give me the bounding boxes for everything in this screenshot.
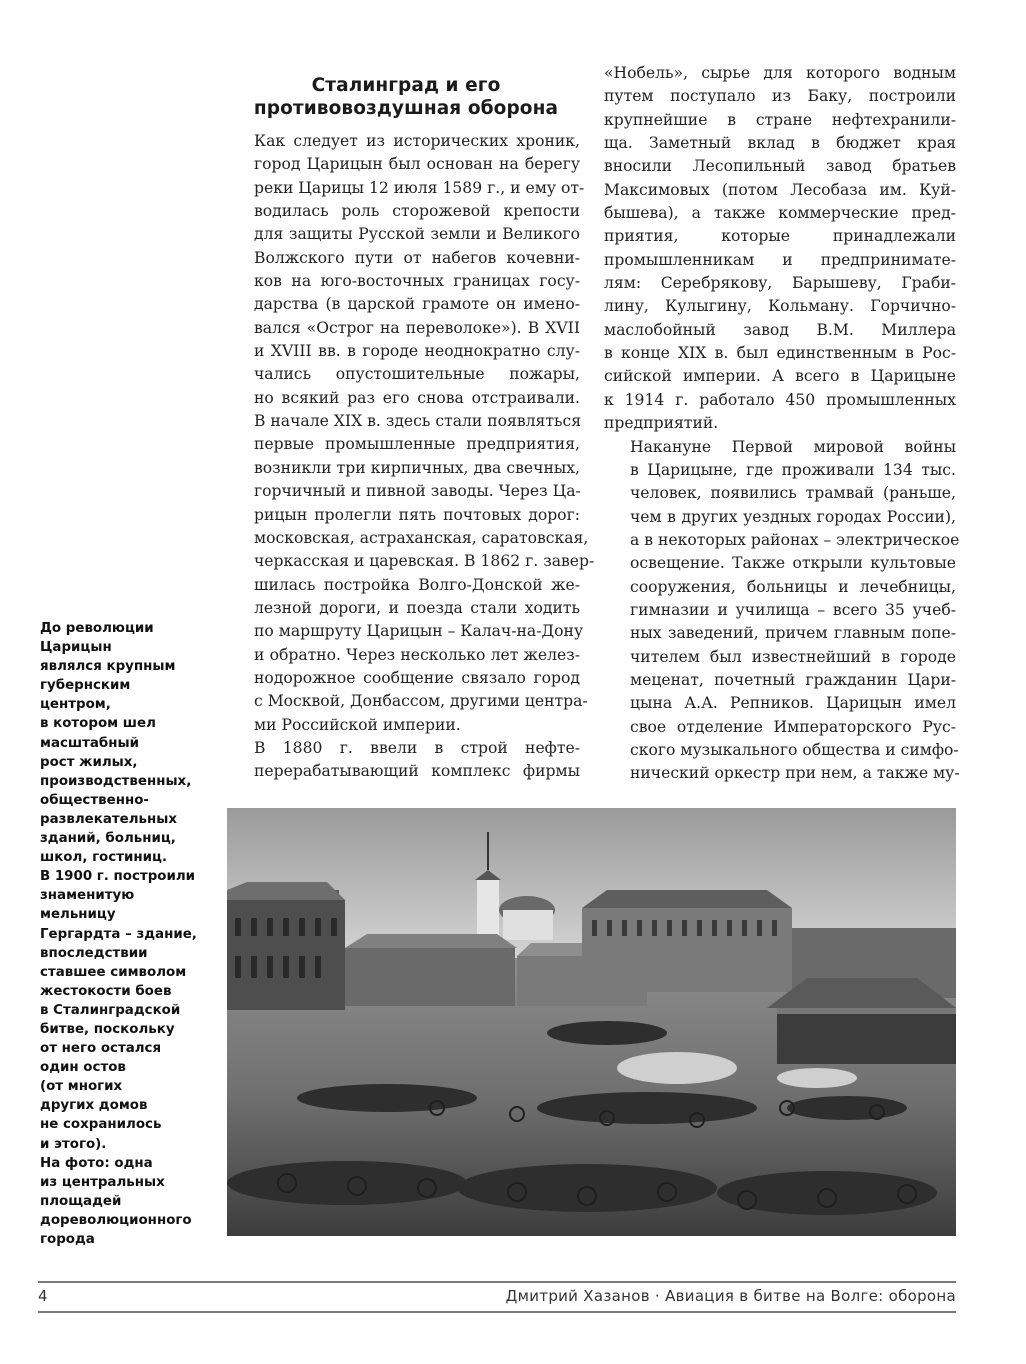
text-line: возникли три кирпичных, два свечных, [254, 458, 580, 477]
text-line: по маршруту Царицын – Калач-на-Дону [254, 622, 584, 641]
photo-caption [40, 619, 215, 1249]
text-line: чителем был известнейший в городе [630, 647, 956, 666]
caption-line: от него остался [40, 1041, 162, 1057]
caption-line: жестокости боев [40, 983, 172, 999]
text-line: ных заведений, причем главным попе- [630, 624, 956, 643]
caption-line: мельницу [40, 907, 116, 923]
caption-line: знаменитую [40, 888, 135, 904]
right-text-column [604, 62, 960, 786]
running-title: Дмитрий Хазанов · Авиация в битве на Волге: оборона [505, 1287, 956, 1305]
footer-top-divider [38, 1281, 956, 1283]
text-line: приятия, которые принадлежали [604, 227, 956, 246]
text-line: водилась роль сторожевой крепости [254, 202, 580, 221]
text-line: к 1914 г. работало 450 промышленных [604, 390, 956, 409]
caption-line: других домов [40, 1098, 148, 1114]
page-number: 4 [38, 1287, 48, 1305]
text-line: для защиты Русской земли и Великого [254, 225, 580, 244]
caption-line: рост жилых, [40, 754, 138, 770]
caption-line: из центральных [40, 1174, 165, 1190]
title-line: Сталинград и его [311, 75, 501, 97]
text-line: рицын пролегли пять почтовых дорог: [254, 505, 580, 524]
text-line: шилась постройка Волго-Донской же- [254, 575, 580, 594]
text-line: Волжского пути от набегов кочевни- [254, 248, 580, 267]
text-line: перерабатывающий комплекс фирмы [254, 762, 580, 781]
text-line: нодорожное сообщение связало город [254, 668, 580, 687]
caption-line: в котором шел [40, 716, 156, 732]
caption-line: являлся крупным [40, 659, 176, 675]
text-line: гимназии и училища – всего 35 учеб- [630, 600, 956, 619]
text-line: человек, появились трамвай (раньше, [630, 484, 956, 503]
caption-line: На фото: одна [40, 1155, 153, 1171]
text-line: в конце XIX в. был единственным в Рос- [604, 344, 956, 363]
text-line: в Царицыне, где проживали 134 тыс. [630, 460, 956, 479]
caption-line: площадей [40, 1193, 122, 1209]
text-line: город Царицын был основан на берегу [254, 155, 580, 174]
text-line: с Москвой, Донбассом, другими центра- [254, 692, 588, 711]
text-line: Как следует из исторических хроник, [254, 132, 580, 150]
text-line: реки Царицы 12 июля 1589 г., и ему от- [254, 178, 585, 197]
text-line: лям: Серебрякову, Барышеву, Граби- [604, 274, 956, 293]
caption-line: школ, гостиниц. [40, 850, 167, 866]
text-line: ков на юго-восточных границах госу- [254, 272, 580, 291]
text-line: бышева), а также коммерческие пред- [604, 204, 956, 223]
text-line: «Нобель», сырье для которого водным [604, 64, 956, 82]
text-line: освещение. Также открыли культовые [630, 554, 956, 573]
caption-line: не сохранилось [40, 1117, 162, 1133]
text-line: ми Российской империи. [254, 715, 461, 734]
text-line: московская, астраханская, саратовская, [254, 528, 589, 547]
text-line: В начале XIX в. здесь стали появляться [254, 412, 582, 431]
title-line: противовоздушная оборона [253, 98, 559, 120]
caption-line: производственных, [40, 773, 192, 789]
text-line: чались опустошительные пожары, [254, 365, 580, 384]
paragraph [604, 62, 956, 436]
text-line: ща. Заметный вклад в бюджет края [604, 134, 956, 153]
text-line: но всякий раз его снова отстраивали. [254, 388, 580, 407]
caption-line: битве, поскольку [40, 1021, 175, 1037]
caption-line: губернским [40, 678, 131, 694]
text-line: нический оркестр при нем, а также му- [630, 764, 960, 783]
text-line: ского музыкального общества и симфо- [630, 740, 959, 759]
text-line: Накануне Первой мировой войны [630, 437, 956, 456]
caption-line: зданий, больниц, [40, 831, 176, 847]
text-line: лезной дороги, и поезда стали ходить [254, 598, 580, 617]
text-line: промышленникам и предпринимате- [604, 250, 956, 269]
caption-line: в Сталинградской [40, 1002, 181, 1018]
text-line: дарства (в царской грамоте он имено- [254, 295, 580, 314]
left-text-column [228, 130, 595, 784]
caption-line: один остов [40, 1060, 126, 1076]
text-line: черкасская и царевская. В 1862 г. завер- [254, 552, 595, 571]
paragraph [228, 737, 580, 784]
text-line: и XVIII вв. в городе неоднократно слу- [254, 342, 580, 361]
text-line: сийской империи. А всего в Царицыне [604, 367, 956, 386]
text-line: лину, Кулыгину, Кольману. Горчично- [604, 297, 956, 316]
caption-line: центром, [40, 697, 111, 713]
caption-line: дореволюционного [40, 1212, 192, 1228]
text-line: В 1880 г. ввели в строй нефте- [254, 738, 580, 757]
caption-line: общественно- [40, 792, 149, 808]
caption-line: (от многих [40, 1079, 123, 1095]
text-line: горчичный и пивной заводы. Через Ца- [254, 482, 581, 501]
text-line: путем поступало из Баку, построили [604, 87, 956, 106]
text-line: крупнейшие в стране нефтехранили- [604, 110, 956, 129]
caption-line: развлекательных [40, 811, 178, 827]
caption-line: и этого). [40, 1136, 107, 1152]
photo-image-icon [227, 808, 956, 1236]
historical-photo [227, 808, 956, 1236]
paragraph [604, 436, 960, 786]
text-line: вался «Острог на переволоке»). В XVII [254, 318, 580, 337]
text-line: цына А.А. Репников. Царицын имел [630, 694, 956, 713]
caption-line: Гергардта – здание, [40, 926, 197, 942]
text-line: меценат, почетный гражданин Цари- [630, 670, 956, 689]
text-line: вносили Лесопильный завод братьев [604, 157, 956, 176]
caption-line: впоследствии [40, 945, 148, 961]
article-title [228, 74, 584, 120]
text-line: Максимовых (потом Лесобаза им. Куй- [604, 180, 956, 199]
text-line: и обратно. Через несколько лет желез- [254, 645, 580, 664]
text-line: чем в других уездных городах России), [630, 507, 956, 526]
text-line: сооружения, больницы и лечебницы, [630, 577, 956, 596]
footer-bottom-divider [38, 1311, 956, 1313]
text-line: маслобойный завод В.М. Миллера [604, 320, 956, 339]
caption-line: В 1900 г. построили [40, 869, 196, 885]
caption-line: До революции [40, 621, 154, 636]
text-line: предприятий. [604, 414, 719, 433]
text-line: первые промышленные предприятия, [254, 435, 580, 454]
text-line: свое отделение Императорского Рус- [630, 717, 956, 736]
caption-line: Царицын [40, 640, 112, 656]
caption-line: масштабный [40, 735, 140, 751]
text-line: а в некоторых районах – электрическое [630, 530, 960, 549]
caption-line: ставшее символом [40, 964, 187, 980]
caption-line: города [40, 1232, 95, 1247]
paragraph [228, 130, 595, 737]
